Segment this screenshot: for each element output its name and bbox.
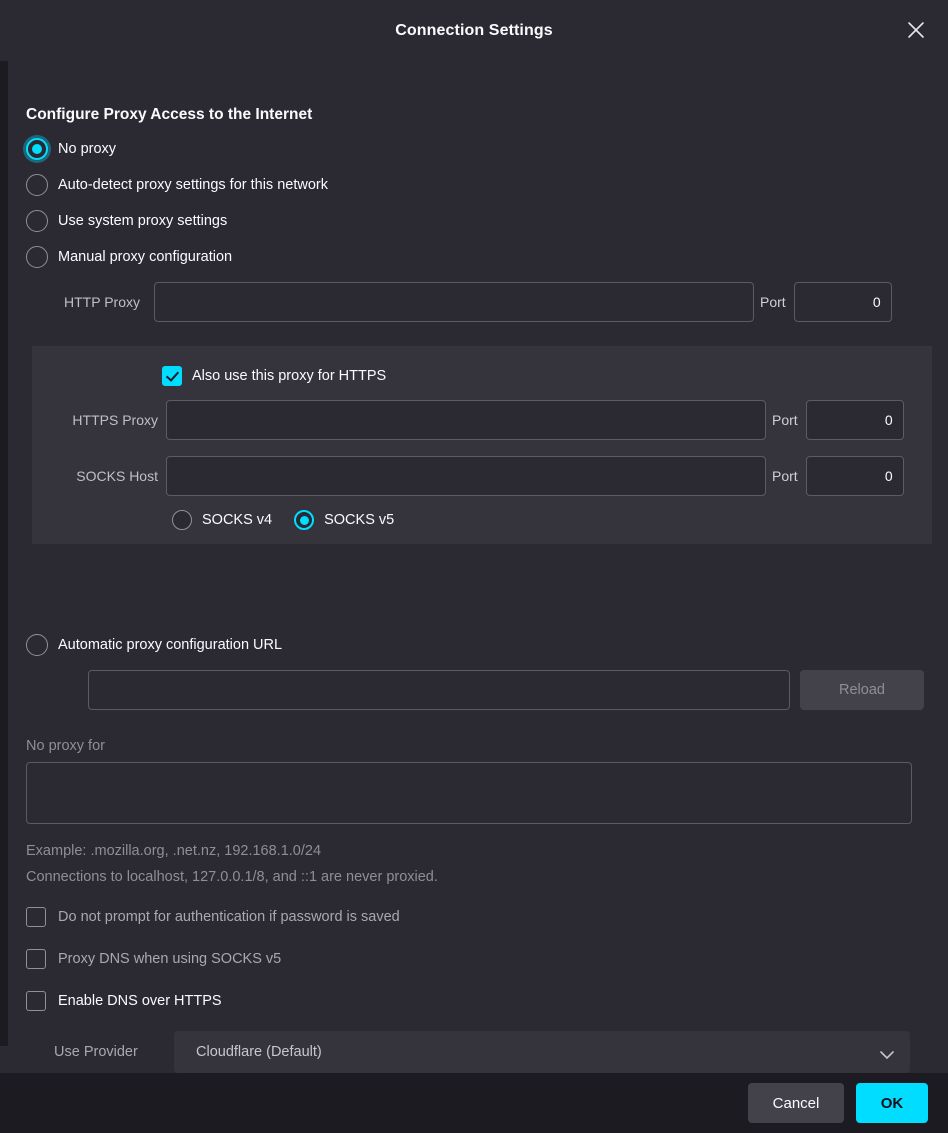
cancel-button[interactable]: Cancel (748, 1083, 844, 1123)
radio-socks-v5-indicator[interactable] (294, 510, 314, 530)
radio-auto-detect[interactable] (26, 174, 924, 196)
close-icon[interactable] (898, 12, 934, 48)
radio-auto-detect-indicator[interactable] (26, 174, 48, 196)
socks-host-label: SOCKS Host (76, 468, 158, 484)
radio-pac-url-label: Automatic proxy configuration URL (58, 637, 283, 653)
provider-label: Use Provider (54, 1044, 138, 1060)
https-proxy-row (32, 400, 932, 440)
pac-url-row (88, 670, 924, 710)
provider-selected-value: Cloudflare (Default) (196, 1044, 322, 1060)
https-port-input[interactable] (806, 400, 904, 440)
radio-socks-v4-indicator[interactable] (172, 510, 192, 530)
no-proxy-for-textarea[interactable] (26, 762, 912, 824)
dialog-footer (0, 1073, 948, 1133)
radio-no-proxy-label: No proxy (58, 141, 117, 157)
provider-select[interactable] (174, 1031, 910, 1073)
proxy-dns-label: Proxy DNS when using SOCKS v5 (58, 951, 282, 967)
radio-socks-v5[interactable] (294, 510, 394, 530)
radio-system-proxy[interactable] (26, 210, 924, 232)
checkbox-row-no-auth-prompt[interactable] (26, 907, 924, 927)
https-proxy-input[interactable] (166, 400, 766, 440)
chevron-down-icon (880, 1048, 894, 1064)
radio-socks-v4[interactable] (172, 510, 272, 530)
radio-manual-proxy-indicator[interactable] (26, 246, 48, 268)
http-proxy-label: HTTP Proxy (64, 294, 140, 310)
checkbox-row-doh[interactable] (26, 991, 924, 1011)
no-proxy-example-hint: Example: .mozilla.org, .net.nz, 192.168.1.0/24 (26, 843, 322, 859)
reload-button[interactable]: Reload (800, 670, 924, 710)
http-proxy-row (26, 282, 924, 322)
socks-host-input[interactable] (166, 456, 766, 496)
radio-pac-url[interactable] (26, 634, 924, 656)
no-auth-prompt-checkbox[interactable] (26, 907, 46, 927)
doh-checkbox[interactable] (26, 991, 46, 1011)
section-title: Configure Proxy Access to the Internet (26, 106, 313, 123)
socks-port-label: Port (772, 468, 798, 484)
proxy-dns-checkbox[interactable] (26, 949, 46, 969)
also-use-https-checkbox[interactable] (162, 366, 182, 386)
provider-row (26, 1031, 924, 1073)
dialog-titlebar (0, 0, 948, 61)
dialog-title: Connection Settings (395, 21, 553, 39)
https-proxy-label: HTTPS Proxy (72, 412, 158, 428)
manual-proxy-group (32, 346, 932, 544)
http-port-input[interactable] (794, 282, 892, 322)
socks-version-group (172, 510, 932, 530)
also-use-https-label: Also use this proxy for HTTPS (192, 368, 387, 384)
no-auth-prompt-label: Do not prompt for authentication if password is saved (58, 909, 400, 925)
ok-button[interactable]: OK (856, 1083, 928, 1123)
radio-socks-v5-label: SOCKS v5 (324, 512, 395, 528)
http-proxy-input[interactable] (154, 282, 754, 322)
radio-system-proxy-label: Use system proxy settings (58, 213, 228, 229)
radio-manual-proxy[interactable] (26, 246, 924, 268)
socks-port-input[interactable] (806, 456, 904, 496)
https-port-label: Port (772, 412, 798, 428)
no-proxy-for-label: No proxy for (26, 738, 105, 754)
localhost-note: Connections to localhost, 127.0.0.1/8, and ::1 are never proxied. (26, 869, 438, 885)
pac-url-input[interactable] (88, 670, 790, 710)
dialog-content (0, 61, 948, 1073)
radio-socks-v4-label: SOCKS v4 (202, 512, 273, 528)
radio-auto-detect-label: Auto-detect proxy settings for this network (58, 177, 328, 193)
also-use-https-checkbox-row[interactable] (162, 366, 932, 386)
http-port-label: Port (760, 294, 786, 310)
radio-system-proxy-indicator[interactable] (26, 210, 48, 232)
radio-pac-url-indicator[interactable] (26, 634, 48, 656)
radio-no-proxy-indicator[interactable] (26, 138, 48, 160)
radio-no-proxy[interactable] (26, 138, 924, 160)
doh-label: Enable DNS over HTTPS (58, 993, 222, 1009)
checkbox-row-proxy-dns[interactable] (26, 949, 924, 969)
radio-manual-proxy-label: Manual proxy configuration (58, 249, 233, 265)
socks-host-row (32, 456, 932, 496)
